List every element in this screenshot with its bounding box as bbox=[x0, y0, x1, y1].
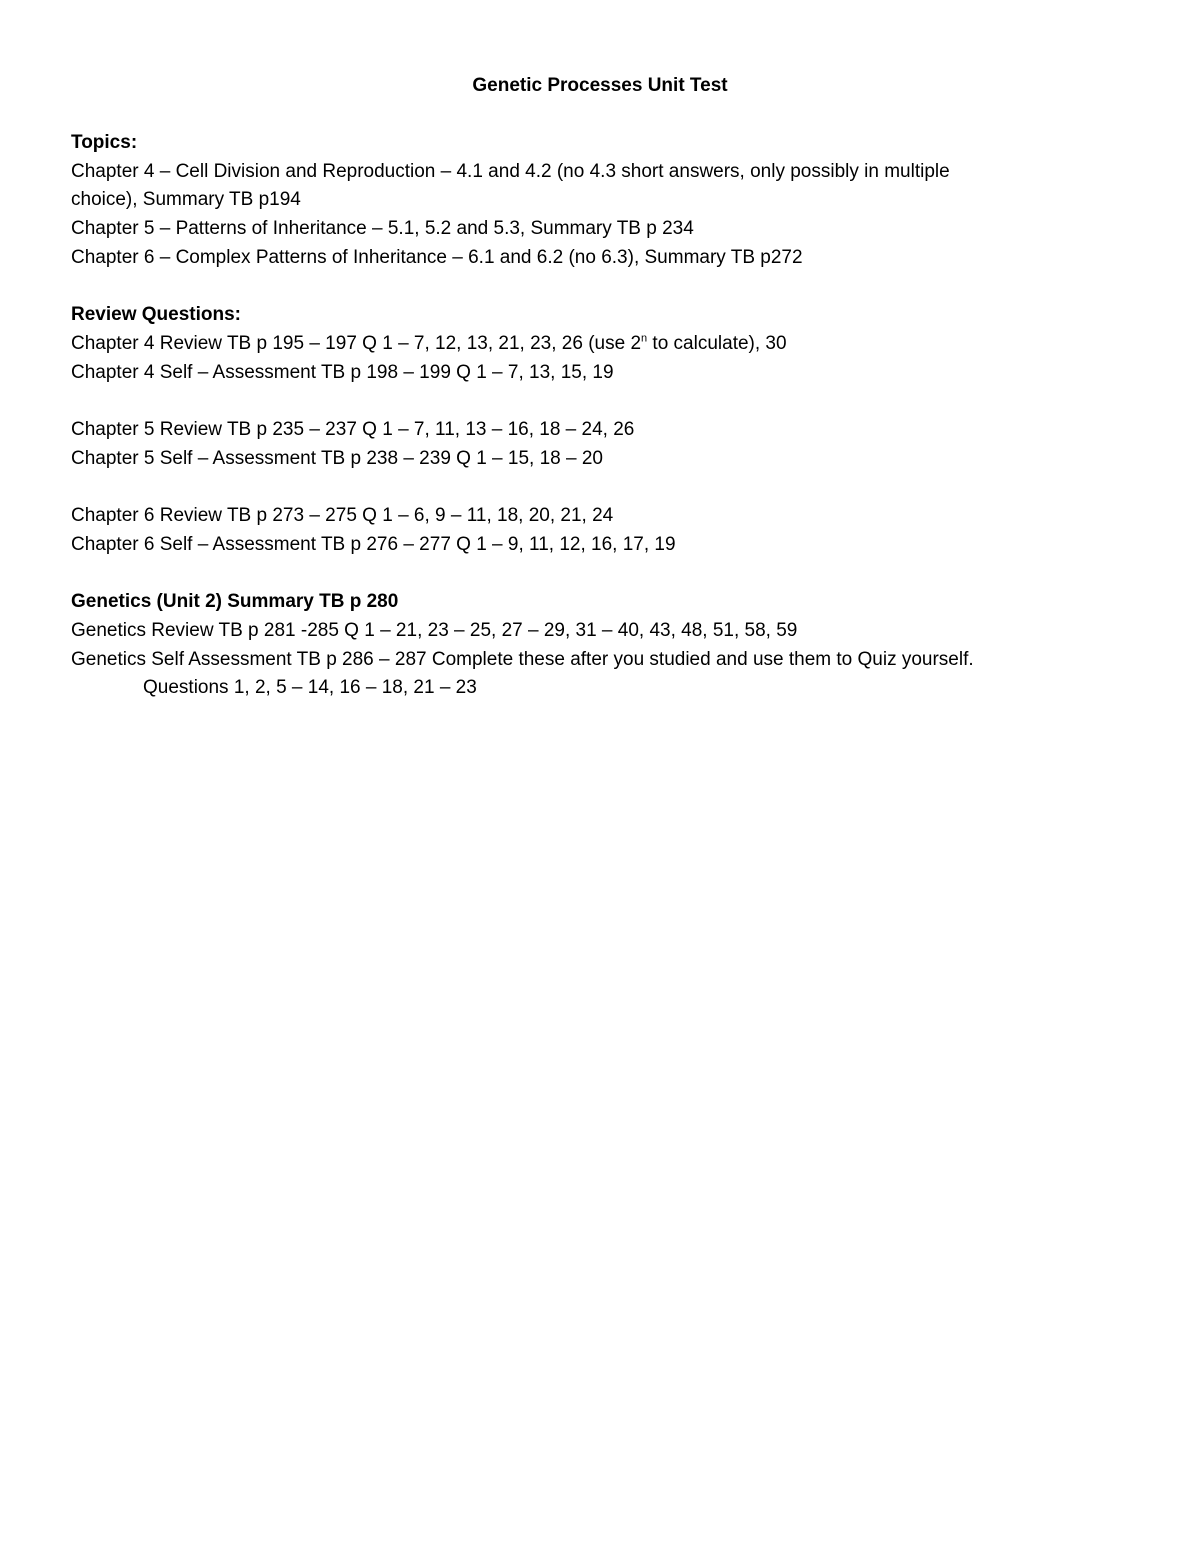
chapter-4-review-line bbox=[71, 330, 1151, 359]
spacer bbox=[71, 273, 1151, 302]
spacer bbox=[71, 473, 1151, 502]
genetics-questions: Questions 1, 2, 5 – 14, 16 – 18, 21 – 23 bbox=[143, 677, 477, 699]
chapter-4-review-text-end: to calculate), 30 bbox=[647, 332, 787, 354]
genetics-summary-heading: Genetics (Unit 2) Summary TB p 280 bbox=[71, 591, 399, 613]
topic-chapter-4-line-1: Chapter 4 – Cell Division and Reproduction – 4.1 and 4.2 (no 4.3 short answers, only possibly in multiple bbox=[71, 160, 950, 182]
genetics-review: Genetics Review TB p 281 -285 Q 1 – 21, 23 – 25, 27 – 29, 31 – 40, 43, 48, 51, 58, 59 bbox=[71, 619, 798, 641]
genetics-self-assessment: Genetics Self Assessment TB p 286 – 287 Complete these after you studied and use them to Quiz yourself. bbox=[71, 648, 974, 670]
spacer bbox=[71, 387, 1151, 416]
chapter-4-review-text: Chapter 4 Review TB p 195 – 197 Q 1 – 7, 12, 13, 21, 23, 26 (use 2 bbox=[71, 332, 642, 354]
topic-chapter-5: Chapter 5 – Patterns of Inheritance – 5.1, 5.2 and 5.3, Summary TB p 234 bbox=[71, 218, 694, 240]
topic-chapter-4-line-2: choice), Summary TB p194 bbox=[71, 189, 301, 211]
review-questions-heading: Review Questions: bbox=[71, 304, 241, 326]
chapter-6-review: Chapter 6 Review TB p 273 – 275 Q 1 – 6, 9 – 11, 18, 20, 21, 24 bbox=[71, 505, 614, 527]
chapter-5-review: Chapter 5 Review TB p 235 – 237 Q 1 – 7, 11, 13 – 16, 18 – 24, 26 bbox=[71, 419, 635, 440]
document-body bbox=[71, 129, 1151, 703]
topic-chapter-6: Chapter 6 – Complex Patterns of Inheritance – 6.1 and 6.2 (no 6.3), Summary TB p272 bbox=[71, 246, 803, 268]
chapter-4-self-assessment: Chapter 4 Self – Assessment TB p 198 – 199 Q 1 – 7, 13, 15, 19 bbox=[71, 361, 614, 383]
topics-heading: Topics: bbox=[71, 132, 138, 153]
document-title: Genetic Processes Unit Test bbox=[472, 75, 728, 96]
exponent-n: n bbox=[641, 332, 648, 345]
chapter-6-self-assessment: Chapter 6 Self – Assessment TB p 276 – 277 Q 1 – 9, 11, 12, 16, 17, 19 bbox=[71, 533, 676, 555]
chapter-5-self-assessment: Chapter 5 Self – Assessment TB p 238 – 239 Q 1 – 15, 18 – 20 bbox=[71, 447, 603, 469]
spacer bbox=[71, 560, 1151, 589]
